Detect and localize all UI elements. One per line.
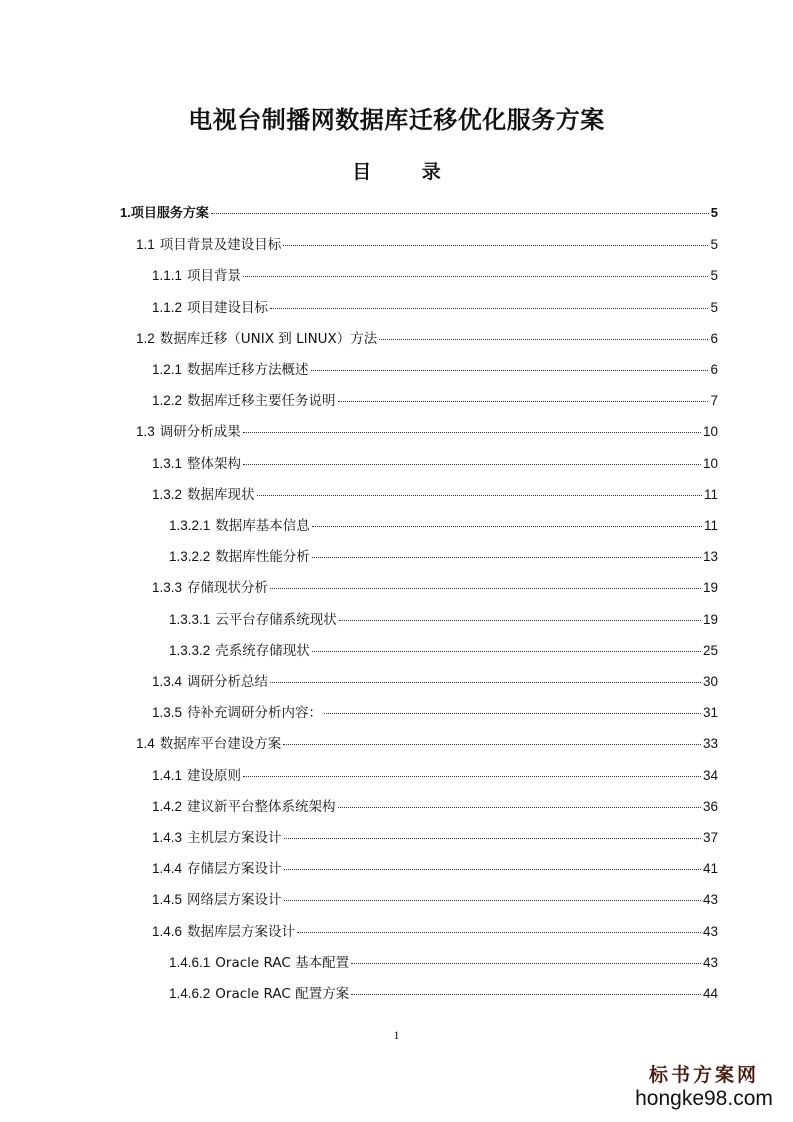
toc-entry[interactable] bbox=[152, 296, 718, 316]
toc-entry[interactable] bbox=[152, 920, 718, 940]
toc-entry-number: 1.2 bbox=[136, 330, 155, 346]
toc-entry-page: 10 bbox=[702, 455, 718, 471]
toc-entry-number: 1.3.1 bbox=[152, 455, 183, 471]
toc-entry[interactable] bbox=[136, 233, 718, 253]
toc-entry[interactable] bbox=[169, 545, 718, 565]
toc-entry[interactable] bbox=[152, 795, 718, 815]
toc-entry-number: 1.3.5 bbox=[152, 705, 183, 721]
toc-entry-number: 1.3.3.2 bbox=[169, 642, 211, 658]
toc-entry-page: 10 bbox=[702, 424, 718, 440]
toc-entry-label: 项目背景 bbox=[187, 268, 242, 285]
toc-entry[interactable] bbox=[169, 608, 718, 628]
toc-leader-dots bbox=[339, 608, 701, 621]
toc-entry-label: 项目服务方案 bbox=[130, 206, 209, 221]
toc-entry[interactable] bbox=[152, 483, 718, 503]
toc-leader-dots bbox=[283, 233, 708, 246]
toc-leader-dots bbox=[243, 420, 701, 433]
toc-heading: 目 录 bbox=[352, 161, 463, 183]
toc-leader-dots bbox=[297, 920, 701, 933]
toc-entry-number: 1.3 bbox=[136, 424, 155, 440]
toc-entry-page: 34 bbox=[702, 767, 718, 783]
toc-leader-dots bbox=[312, 514, 702, 527]
toc-leader-dots bbox=[284, 888, 701, 901]
toc-entry-page: 13 bbox=[702, 549, 718, 565]
toc-entry-number: 1.3.2.2 bbox=[169, 549, 211, 565]
toc-leader-dots bbox=[243, 452, 701, 465]
toc-entry[interactable] bbox=[152, 389, 718, 409]
toc-leader-dots bbox=[284, 826, 701, 839]
toc-entry-number: 1.1.2 bbox=[152, 299, 183, 315]
toc-entry[interactable] bbox=[152, 826, 718, 846]
toc-entry-page: 5 bbox=[710, 237, 718, 253]
toc-entry[interactable] bbox=[152, 576, 718, 596]
toc-entry[interactable] bbox=[152, 358, 718, 378]
toc-entry-number: 1.4.2 bbox=[152, 798, 183, 814]
toc-entry[interactable] bbox=[152, 857, 718, 877]
toc-entry-label: 建设原则 bbox=[187, 767, 242, 784]
toc-entry-label: 调研分析总结 bbox=[187, 674, 269, 690]
toc-entry[interactable] bbox=[152, 452, 718, 472]
toc-leader-dots bbox=[338, 389, 709, 402]
toc-entry-page: 31 bbox=[702, 705, 718, 721]
toc-entry-label: 数据库层方案设计 bbox=[187, 923, 296, 940]
toc-entry-label: Oracle RAC 配置方案 bbox=[215, 986, 350, 1002]
toc-entry-label: 云平台存储系统现状 bbox=[215, 611, 337, 628]
toc-leader-dots bbox=[283, 732, 701, 745]
watermark bbox=[629, 1064, 779, 1112]
toc-leader-dots bbox=[312, 639, 701, 652]
toc-entry-label: 数据库现状 bbox=[187, 486, 255, 503]
toc-leader-dots bbox=[270, 670, 701, 683]
toc-entry-page: 6 bbox=[710, 330, 718, 346]
toc-entry-label: 调研分析成果 bbox=[159, 424, 241, 441]
toc-entry-label: 数据库迁移主要任务说明 bbox=[187, 393, 336, 410]
toc-entry-number: 1.4.6.2 bbox=[169, 986, 211, 1001]
toc-entry-label: 网络层方案设计 bbox=[187, 892, 282, 909]
toc-entry-page: 19 bbox=[702, 611, 718, 627]
toc-leader-dots bbox=[324, 701, 701, 714]
toc-entry-page: 36 bbox=[702, 798, 718, 814]
toc-entry[interactable] bbox=[136, 732, 718, 752]
toc-entry-number: 1.4.5 bbox=[152, 892, 183, 908]
toc-leader-dots bbox=[243, 264, 708, 277]
toc-entry-number: 1.4.6.1 bbox=[169, 954, 211, 970]
toc-leader-dots bbox=[243, 764, 701, 777]
toc-entry-number: 1.4.3 bbox=[152, 830, 183, 845]
toc-leader-dots bbox=[257, 483, 702, 496]
toc-entry[interactable] bbox=[136, 327, 718, 347]
toc-entry-label: 数据库性能分析 bbox=[215, 549, 310, 566]
toc-entry-number: 1. bbox=[120, 205, 131, 220]
toc-entry-label: 待补充调研分析内容： bbox=[187, 705, 323, 722]
toc-entry-number: 1.4 bbox=[136, 736, 155, 752]
toc-entry-page: 5 bbox=[710, 268, 718, 284]
toc-entry[interactable] bbox=[136, 420, 718, 440]
toc-entry[interactable] bbox=[152, 764, 718, 784]
toc-leader-dots bbox=[338, 795, 701, 808]
toc-entry-page: 43 bbox=[702, 892, 718, 908]
toc-entry-page: 5 bbox=[710, 299, 718, 315]
toc-entry-label: 主机层方案设计 bbox=[187, 830, 282, 846]
toc-entry-number: 1.1 bbox=[136, 237, 155, 253]
toc-entry-page: 44 bbox=[702, 986, 718, 1001]
toc-entry-number: 1.3.2.1 bbox=[169, 518, 211, 533]
toc-entry[interactable] bbox=[169, 639, 718, 659]
toc-entry-label: Oracle RAC 基本配置 bbox=[215, 954, 350, 971]
toc-entry-page: 19 bbox=[702, 580, 718, 596]
toc-entry-page: 11 bbox=[703, 486, 718, 502]
toc-entry-number: 1.4.1 bbox=[152, 767, 183, 783]
toc-entry-number: 1.3.3.1 bbox=[169, 611, 211, 627]
toc-entry-label: 壳系统存储现状 bbox=[215, 642, 310, 659]
toc-leader-dots bbox=[270, 296, 708, 309]
toc-leader-dots bbox=[284, 857, 701, 870]
toc-entry-number: 1.4.4 bbox=[152, 861, 183, 877]
toc-entry[interactable] bbox=[169, 951, 718, 971]
toc-entry-page: 37 bbox=[702, 830, 718, 845]
toc-entry-page: 6 bbox=[710, 362, 718, 377]
toc-entry-page: 30 bbox=[702, 674, 718, 689]
toc-entry-page: 5 bbox=[710, 205, 718, 220]
toc-leader-dots bbox=[351, 951, 701, 964]
toc-leader-dots bbox=[351, 982, 701, 995]
watermark-url: hongke98.com bbox=[635, 1087, 773, 1110]
toc-entry[interactable] bbox=[152, 264, 718, 284]
watermark-site-name: 标书方案网 bbox=[648, 1064, 759, 1086]
toc-entry[interactable] bbox=[152, 888, 718, 908]
toc-entry-label: 整体架构 bbox=[187, 455, 242, 472]
toc-entry-label: 数据库平台建设方案 bbox=[159, 736, 282, 753]
toc-entry-page: 33 bbox=[702, 736, 718, 752]
toc-leader-dots bbox=[379, 327, 708, 340]
toc-entry[interactable] bbox=[169, 982, 718, 1002]
toc-entry-page: 41 bbox=[702, 861, 718, 877]
toc-entry[interactable] bbox=[120, 202, 718, 222]
toc-entry-label: 数据库迁移方法概述 bbox=[187, 362, 309, 378]
toc-entry-page: 7 bbox=[710, 393, 718, 409]
document-title: 电视台制播网数据库迁移优化服务方案 bbox=[188, 106, 605, 134]
toc-entry-label: 存储层方案设计 bbox=[187, 861, 282, 878]
toc-entry-number: 1.2.1 bbox=[152, 362, 183, 377]
toc-entry-page: 43 bbox=[702, 954, 718, 970]
toc-entry[interactable] bbox=[169, 514, 718, 534]
toc-entry-number: 1.3.2 bbox=[152, 486, 183, 502]
toc-entry-label: 项目建设目标 bbox=[187, 299, 269, 316]
toc-entry-page: 43 bbox=[702, 923, 718, 939]
toc-entry-label: 建议新平台整体系统架构 bbox=[187, 798, 336, 815]
toc-entry-label: 存储现状分析 bbox=[187, 580, 269, 597]
toc-entry-number: 1.2.2 bbox=[152, 393, 183, 409]
toc-leader-dots bbox=[211, 201, 709, 214]
toc-entry[interactable] bbox=[152, 670, 718, 690]
toc-entry-number: 1.3.4 bbox=[152, 674, 183, 689]
toc-entry-label: 数据库基本信息 bbox=[215, 518, 310, 534]
toc-entry-page: 25 bbox=[702, 642, 718, 658]
toc-leader-dots bbox=[311, 358, 709, 371]
page-number: 1 bbox=[393, 1028, 400, 1042]
toc-entry[interactable] bbox=[152, 701, 718, 721]
toc-entry-number: 1.4.6 bbox=[152, 923, 183, 939]
toc-entry-number: 1.3.3 bbox=[152, 580, 183, 596]
toc-entry-label: 数据库迁移（UNIX 到 LINUX）方法 bbox=[159, 330, 378, 347]
toc-leader-dots bbox=[312, 545, 701, 558]
toc-entry-page: 11 bbox=[703, 518, 718, 533]
toc-entry-label: 项目背景及建设目标 bbox=[159, 237, 282, 254]
toc-leader-dots bbox=[270, 576, 701, 589]
toc-entry-number: 1.1.1 bbox=[152, 268, 183, 284]
